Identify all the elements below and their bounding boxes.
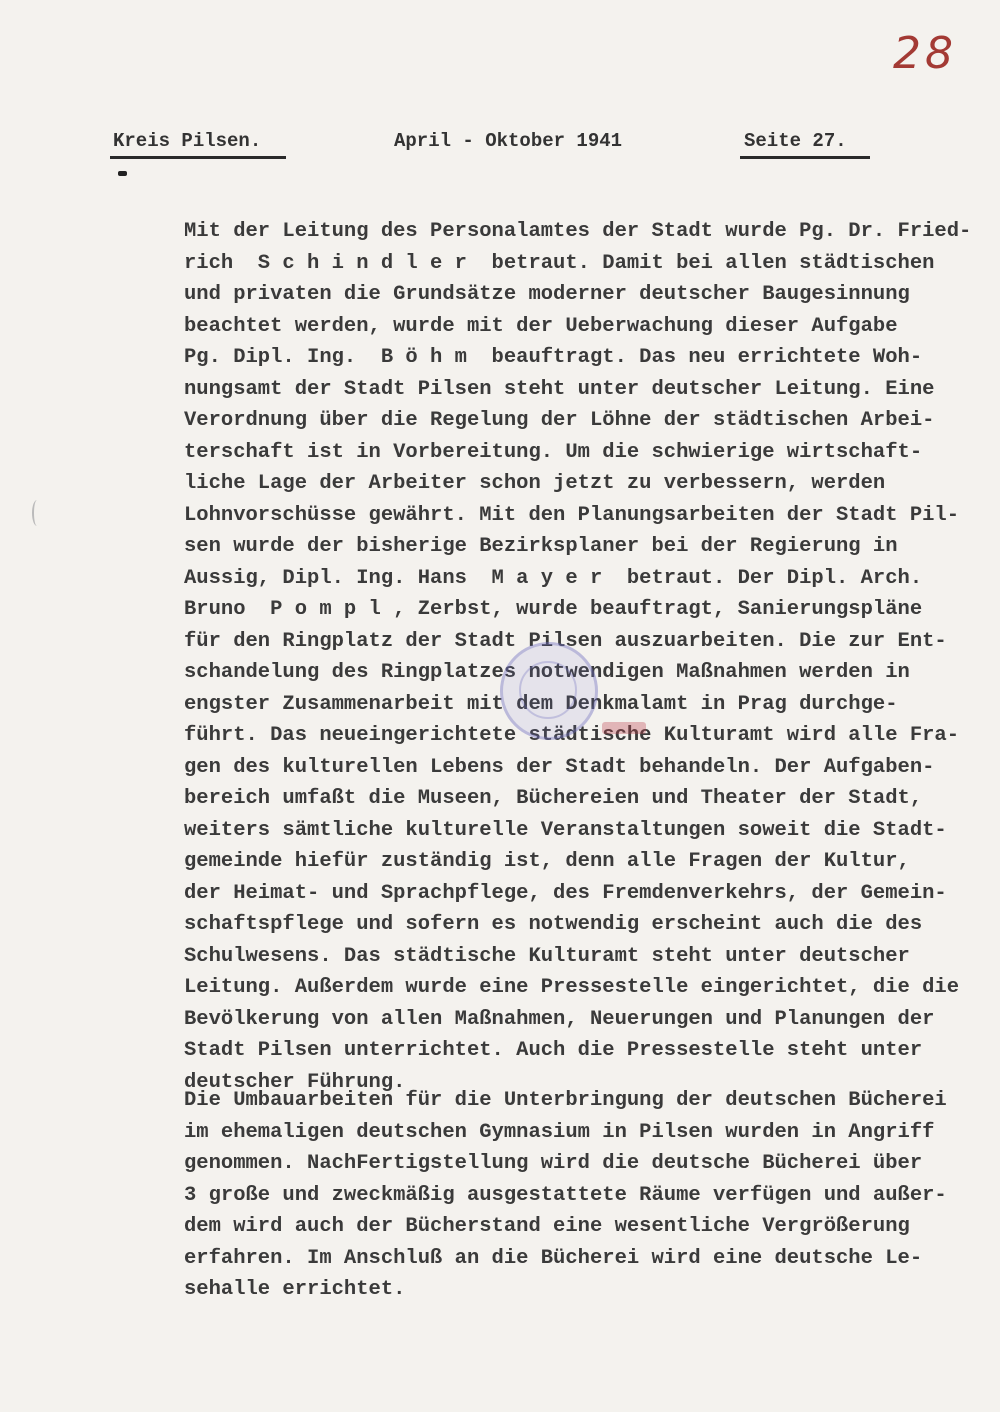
text-line: weiters sämtliche kulturelle Veranstaltungen soweit die Stadt- (184, 818, 947, 842)
header-district: Kreis Pilsen. (113, 130, 262, 152)
text-line: Die Umbauarbeiten für die Unterbringung der deutschen Bücherei (184, 1089, 947, 1112)
text-line: rich S c h i n d l e r betraut. Damit bei allen städtischen (184, 251, 935, 275)
text-line: und privaten die Grundsätze moderner deutscher Baugesinnung (184, 283, 910, 306)
text-line: erfahren. Im Anschluß an die Bücherei wird eine deutsche Le- (184, 1246, 923, 1270)
header-left-underline (110, 156, 286, 159)
margin-mark (32, 500, 42, 526)
text-line: engster Zusammenarbeit mit dem Denkmalamt in Prag durchge- (184, 692, 898, 716)
header-right-underline (740, 156, 870, 159)
text-line: sen wurde der bisherige Bezirksplaner bei der Regierung in (184, 535, 898, 558)
text-line: Pg. Dipl. Ing. B ö h m beauftragt. Das neu errichtete Woh- (184, 346, 923, 369)
paragraph-2 (184, 1085, 974, 1306)
text-line: dem wird auch der Bücherstand eine wesentliche Vergrößerung (184, 1215, 910, 1238)
official-stamp (500, 642, 598, 740)
text-line: genommen. NachFertigstellung wird die deutsche Bücherei über (184, 1152, 923, 1175)
text-line: für den Ringplatz der Stadt Pilsen auszuarbeiten. Die zur Ent- (184, 629, 947, 653)
stamp-inner-ring (519, 661, 577, 719)
text-line: Aussig, Dipl. Ing. Hans M a y e r betraut. Der Dipl. Arch. (184, 566, 923, 590)
text-line: der Heimat- und Sprachpflege, des Fremdenverkehrs, der Gemein- (184, 881, 947, 905)
text-line: terschaft ist in Vorbereitung. Um die schwierige wirtschaft- (184, 440, 923, 464)
text-line: bereich umfaßt die Museen, Büchereien und Theater der Stadt, (184, 787, 923, 810)
text-line: Bruno P o m p l , Zerbst, wurde beauftragt, Sanierungspläne (184, 598, 923, 621)
text-line: schandelung des Ringplatzes notwendigen Maßnahmen werden in (184, 661, 910, 684)
text-line: Schulwesens. Das städtische Kulturamt steht unter deutscher (184, 944, 910, 968)
text-line: Leitung. Außerdem wurde eine Pressestelle eingerichtet, die die (184, 976, 960, 999)
text-line: Verordnung über die Regelung der Löhne der städtischen Arbei- (184, 409, 935, 432)
text-line: 3 große und zweckmäßig ausgestattete Räume verfügen und außer- (184, 1183, 947, 1207)
text-line: deutscher Führung. (184, 1070, 406, 1094)
text-line: beachtet werden, wurde mit der Ueberwachung dieser Aufgabe (184, 314, 898, 338)
ink-dot (118, 171, 127, 176)
header-period: April - Oktober 1941 (394, 130, 623, 152)
text-line: Bevölkerung von allen Maßnahmen, Neuerungen und Planungen der (184, 1007, 935, 1031)
text-line: Lohnvorschüsse gewährt. Mit den Planungsarbeiten der Stadt Pil- (184, 503, 960, 527)
text-line: nungsamt der Stadt Pilsen steht unter deutscher Leitung. Eine (184, 377, 935, 401)
text-line: schaftspflege und sofern es notwendig erscheint auch die des (184, 913, 923, 936)
red-stamp-mark (602, 722, 646, 734)
handwritten-page-number: 28 (893, 28, 957, 79)
text-line: Stadt Pilsen unterrichtet. Auch die Pressestelle steht unter (184, 1039, 923, 1062)
text-line: liche Lage der Arbeiter schon jetzt zu verbessern, werden (184, 472, 886, 495)
text-line: gen des kulturellen Lebens der Stadt behandeln. Der Aufgaben- (184, 755, 935, 779)
text-line: sehalle errichtet. (184, 1278, 406, 1301)
text-line: im ehemaligen deutschen Gymnasium in Pilsen wurden in Angriff (184, 1120, 935, 1144)
text-line: führt. Das neueingerichtete städtische Kulturamt wird alle Fra- (184, 724, 960, 747)
text-line: Mit der Leitung des Personalamtes der Stadt wurde Pg. Dr. Fried- (184, 220, 972, 243)
header-page: Seite 27. (744, 130, 847, 152)
text-line: gemeinde hiefür zuständig ist, denn alle Fragen der Kultur, (184, 850, 910, 873)
